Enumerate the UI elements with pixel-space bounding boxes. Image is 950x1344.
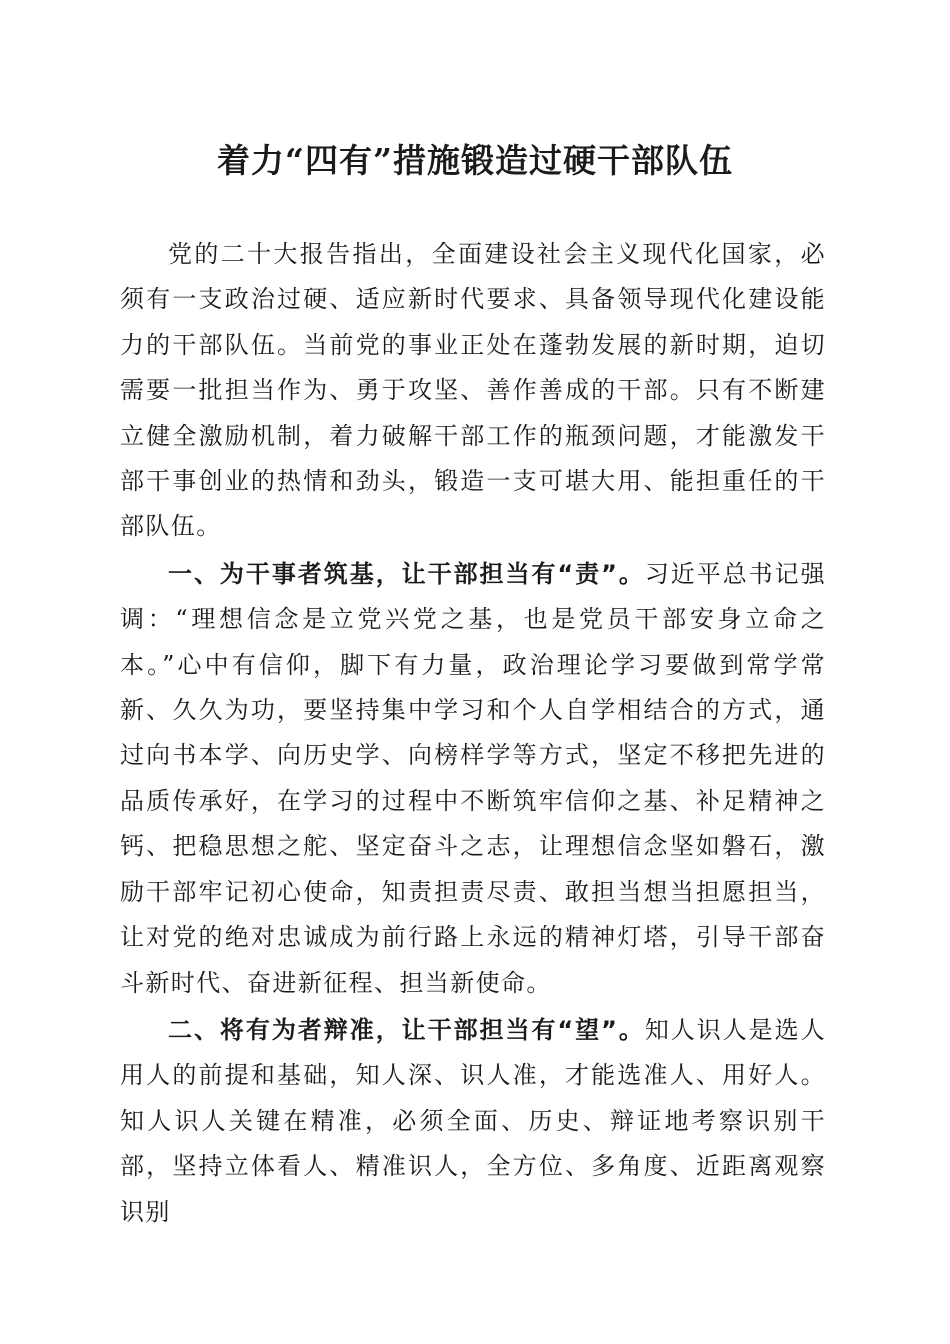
paragraph-text: 党的二十大报告指出，全面建设社会主义现代化国家，必须有一支政治过硬、适应新时代要求、具备领导现代化建设能力的干部队伍。当前党的事业正处在蓬勃发展的新时期，迫切需要一批担当作为、勇于攻坚、善作善成的干部。只有不断建立健全激励机制，着力破解干部工作的瓶颈问题，才能激发干部干事创业的热情和劲头，锻造一支可堪大用、能担重任的干部队伍。 [120, 240, 826, 541]
document-body [120, 232, 826, 1235]
section-heading-2: 二、将有为者辩准，让干部担当有“望”。 [168, 1015, 645, 1044]
document-title: 着力“四有”措施锻造过硬干部队伍 [217, 141, 733, 180]
section-heading-1: 一、为干事者筑基，让干部担当有“责”。 [168, 559, 645, 588]
paragraph-intro [120, 232, 826, 550]
paragraph-section-2 [120, 1008, 826, 1235]
paragraph-text: 习近平总书记强调：“理想信念是立党兴党之基，也是党员干部安身立命之本。”心中有信仰，脚下有力量，政治理论学习要做到常学常新、久久为功，要坚持集中学习和个人自学相结合的方式，通过向书本学、向历史学、向榜样学等方式，坚定不移把先进的品质传承好，在学习的过程中不断筑牢信仰之基、补足精神之钙、把稳思想之舵、坚定奋斗之志，让理想信念坚如磐石，激励干部牢记初心使命，知责担责尽责、敢担当想当担愿担当，让对党的绝对忠诚成为前行路上永远的精神灯塔，引导干部奋斗新时代、奋进新征程、担当新使命。 [120, 559, 826, 997]
paragraph-text: 知人识人是选人用人的前提和基础，知人深、识人准，才能选准人、用好人。知人识人关键在精准，必须全面、历史、辩证地考察识别干部，坚持立体看人、精准识人，全方位、多角度、近距离观察识别 [120, 1015, 826, 1226]
paragraph-section-1 [120, 552, 826, 1006]
